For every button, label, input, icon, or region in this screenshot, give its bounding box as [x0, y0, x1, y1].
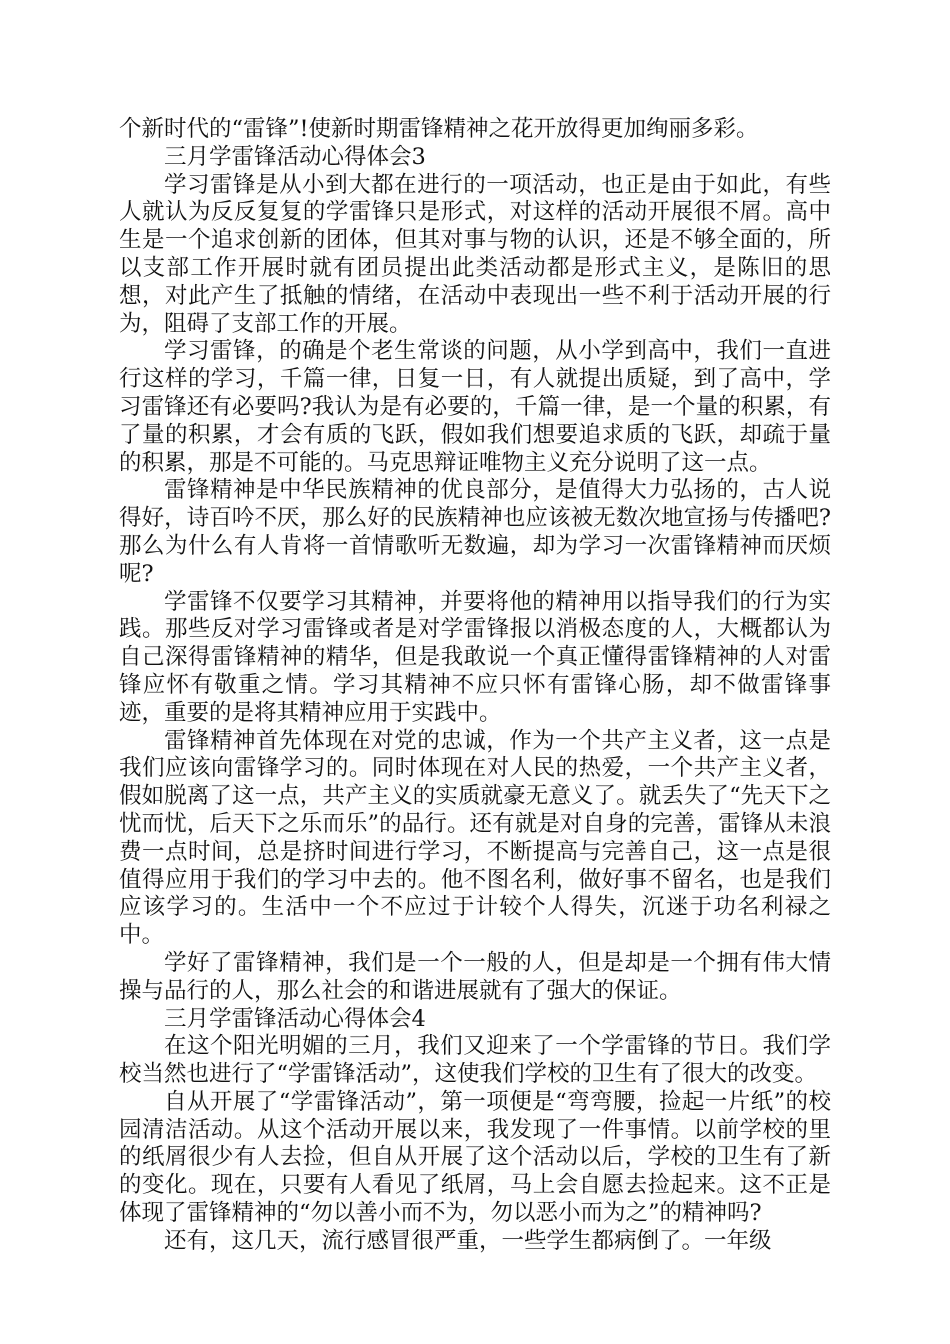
paragraph-truncated: 还有，这几天，流行感冒很严重，一些学生都病倒了。一年级 [164, 1227, 772, 1254]
paragraph: 学雷锋不仅要学习其精神，并要将他的精神用以指导我们的行为实践。那些反对学习雷锋或者是对学雷锋报以消极态度的人，大概都认为自己深得雷锋精神的精华，但是我敢说一个真正懂得雷锋精神的人对雷锋应怀有敬重之情。学习其精神不应只怀有雷锋心肠，却不做雷锋事迹，重要的是将其精神应用于实践中。 [119, 588, 831, 726]
section-heading-3: 三月学雷锋活动心得体会3 [164, 143, 426, 170]
paragraph: 雷锋精神首先体现在对党的忠诚，作为一个共产主义者，这一点是我们应该向雷锋学习的。同时体现在对人民的热爱，一个共产主义者，假如脱离了这一点，共产主义的实质就豪无意义了。就丢失了“先天下之忧而忧，后天下之乐而乐”的品行。还有就是对自身的完善，雷锋从未浪费一点时间，总是挤时间进行学习，不断提高与完善自己，这一点是很值得应用于我们的学习中去的。他不图名利，做好事不留名，也是我们应该学习的。生活中一个不应过于计较个人得失，沉迷于功名利禄之中。 [119, 727, 831, 949]
paragraph: 学好了雷锋精神，我们是一个一般的人，但是却是一个拥有伟大情操与品行的人，那么社会的和谐进展就有了强大的保证。 [119, 949, 831, 1004]
paragraph: 在这个阳光明媚的三月，我们又迎来了一个学雷锋的节日。我们学校当然也进行了“学雷锋活动”，这使我们学校的卫生有了很大的改变。 [119, 1033, 831, 1088]
document-page [119, 116, 831, 1256]
paragraph: 自从开展了“学雷锋活动”，第一项便是“弯弯腰，捡起一片纸”的校园清洁活动。从这个活动开展以来，我发现了一件事情。以前学校的里的纸屑很少有人去捡，但自从开展了这个活动以后，学校的卫生有了新的变化。现在，只要有人看见了纸屑，马上会自愿去捡起来。这不正是体现了雷锋精神的“勿以善小而不为，勿以恶小而为之”的精神吗? [119, 1088, 831, 1227]
section-heading-4: 三月学雷锋活动心得体会4 [164, 1005, 426, 1032]
paragraph-continuation: 个新时代的“雷锋”!使新时期雷锋精神之花开放得更加绚丽多彩。 [119, 116, 759, 142]
paragraph: 学习雷锋是从小到大都在进行的一项活动，也正是由于如此，有些人就认为反反复复的学雷锋只是形式，对这样的活动开展很不屑。高中生是一个追求创新的团体，但其对事与物的认识，还是不够全面的，所以支部工作开展时就有团员提出此类活动都是形式主义，是陈旧的思想，对此产生了抵触的情绪，在活动中表现出一些不利于活动开展的行为，阻碍了支部工作的开展。 [119, 171, 831, 337]
paragraph: 学习雷锋，的确是个老生常谈的问题，从小学到高中，我们一直进行这样的学习，千篇一律，日复一日，有人就提出质疑，到了高中，学习雷锋还有必要吗?我认为是有必要的，千篇一律，是一个量的积累，有了量的积累，才会有质的飞跃，假如我们想要追求质的飞跃，却疏于量的积累，那是不可能的。马克思辩证唯物主义充分说明了这一点。 [119, 338, 831, 476]
paragraph: 雷锋精神是中华民族精神的优良部分，是值得大力弘扬的，古人说得好，诗百吟不厌，那么好的民族精神也应该被无数次地宣扬与传播吧?那么为什么有人肯将一首情歌听无数遍，却为学习一次雷锋精神而厌烦呢? [119, 477, 831, 587]
